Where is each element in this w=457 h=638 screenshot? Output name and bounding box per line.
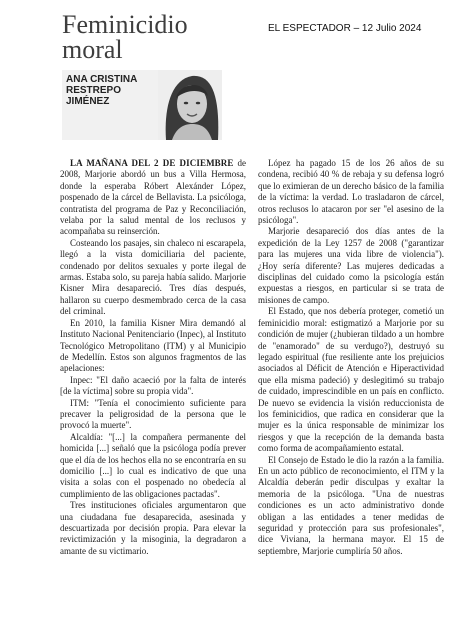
right-paragraph-4: El Consejo de Estado le dio la razón a la familia. En un acto público de reconocimiento, el ITM y la Alcaldía deberán pedir disculpas y exaltar la memoria de la psicóloga. "Una de nuestras condiciones es un acto administrativo donde obligan a las entidades a tener medidas de seguridad y protección para sus profesionales", dice Viviana, la hermana mayor. El 15 de septiembre, Marjorie cumpliría 50 años. <box>258 454 444 556</box>
author-name-line-3: JIMÉNEZ <box>66 96 110 107</box>
author-name-line-2: RESTREPO <box>66 85 122 96</box>
left-paragraph-7: Tres instituciones oficiales argumentaron que una ciudadana fue desaparecida, asesinada y descuartizada por decisión propia. Para elevar la revictimización y la misoginia, la degradaron a amante de su victimario. <box>60 500 246 556</box>
left-paragraph-5: ITM: "Tenía el conocimiento suficiente para precaver la peligrosidad de la persona que le provocó la muerte". <box>60 397 246 431</box>
left-paragraph-4: Inpec: "El daño acaeció por la falta de interés [de la víctima] sobre su propia vida". <box>60 374 246 397</box>
right-paragraph-2: Marjorie desapareció dos días antes de la expedición de la Ley 1257 de 2008 ("garantizar para las mujeres una vida libre de violencia"). ¿Hoy sería diferente? Las mujeres dedicadas a disciplinas del cuidado como la psicología están expuestas a riesgos, en particular si se trata de misiones de campo. <box>258 226 444 305</box>
left-paragraph-3: En 2010, la familia Kisner Mira demandó al Instituto Nacional Penitenciario (Inpec), al Instituto Tecnológico Metropolitano (ITM) y al Municipio de Medellín. Estos son algunos fragmentos de las apelaciones: <box>60 317 246 374</box>
author-box <box>62 70 222 140</box>
title-line-2: moral <box>62 35 123 64</box>
publication-dateline: EL ESPECTADOR – 12 Julio 2024 <box>268 23 422 34</box>
article-column-left <box>60 158 246 557</box>
left-paragraph-2: Costeando los pasajes, sin chaleco ni escarapela, llegó a la vista domiciliaria del paciente, condenado por delitos sexuales y porte ilegal de armas. Estaba solo, su pareja había salido. Marjorie Kisner Mira desapareció. Tres días después, hallaron su cuerpo desmembrado cerca de la casa del criminal. <box>60 237 246 317</box>
article-title <box>62 12 212 62</box>
right-paragraph-3: El Estado, que nos debería proteger, cometió un feminicidio moral: estigmatizó a Marjorie por su condición de mujer (¿hubieran tildado a un hombre de "enamorado" de su verdugo?), destruyó su legado espiritual (fue resiliente ante los prejuicios asociados al Déficit de Atención e Hiperactividad que ella misma padeció) y deslegitimó su trabajo de cuidado, imprescindible en un país en conflicto. De nuevo se evidencia la visión reduccionista de los feminicidios, que radica en considerar que la mujer es la única responsable de minimizar los riesgos y que la recepción de la demanda basta como forma de acompañamiento estatal. <box>258 306 444 454</box>
author-name-line-1: ANA CRISTINA <box>66 74 138 85</box>
left-paragraph-6: Alcaldía: "[...] la compañera permanente del homicida [...] señaló que la psicóloga podía prever que el día de los hechos ella no se encontraría en su domicilio [...] lo cual es indicativo de que una visita a solas con el pospenado no obedecía al cumplimiento de las obligaciones pactadas". <box>60 431 246 499</box>
author-name <box>66 74 144 107</box>
lead-in: LA MAÑANA DEL 2 DE DICIEMBRE <box>70 158 234 168</box>
author-portrait <box>158 70 222 140</box>
title-line-1: Feminicidio <box>62 10 188 39</box>
left-paragraph-1 <box>60 158 246 238</box>
right-paragraph-1: López ha pagado 15 de los 26 años de su condena, recibió 40 % de rebaja y su defensa logró que lo eximieran de un derecho básico de la familia de la víctima: la verdad. Lo trasladaron de cárcel, otros reclusos lo atacaron por ser "el asesino de la psicóloga". <box>258 158 444 226</box>
paragraph-text: de 2008, Marjorie abordó un bus a Villa Hermosa, donde la esperaba Róbert Alexánder López, pospenado de la cárcel de Bellavista. La psicóloga, contratista del programa de Paz y Reconciliación, velaba por la salud mental de los reclusos y acompañaba su reinserción. <box>60 158 246 237</box>
article-column-right <box>258 158 444 557</box>
